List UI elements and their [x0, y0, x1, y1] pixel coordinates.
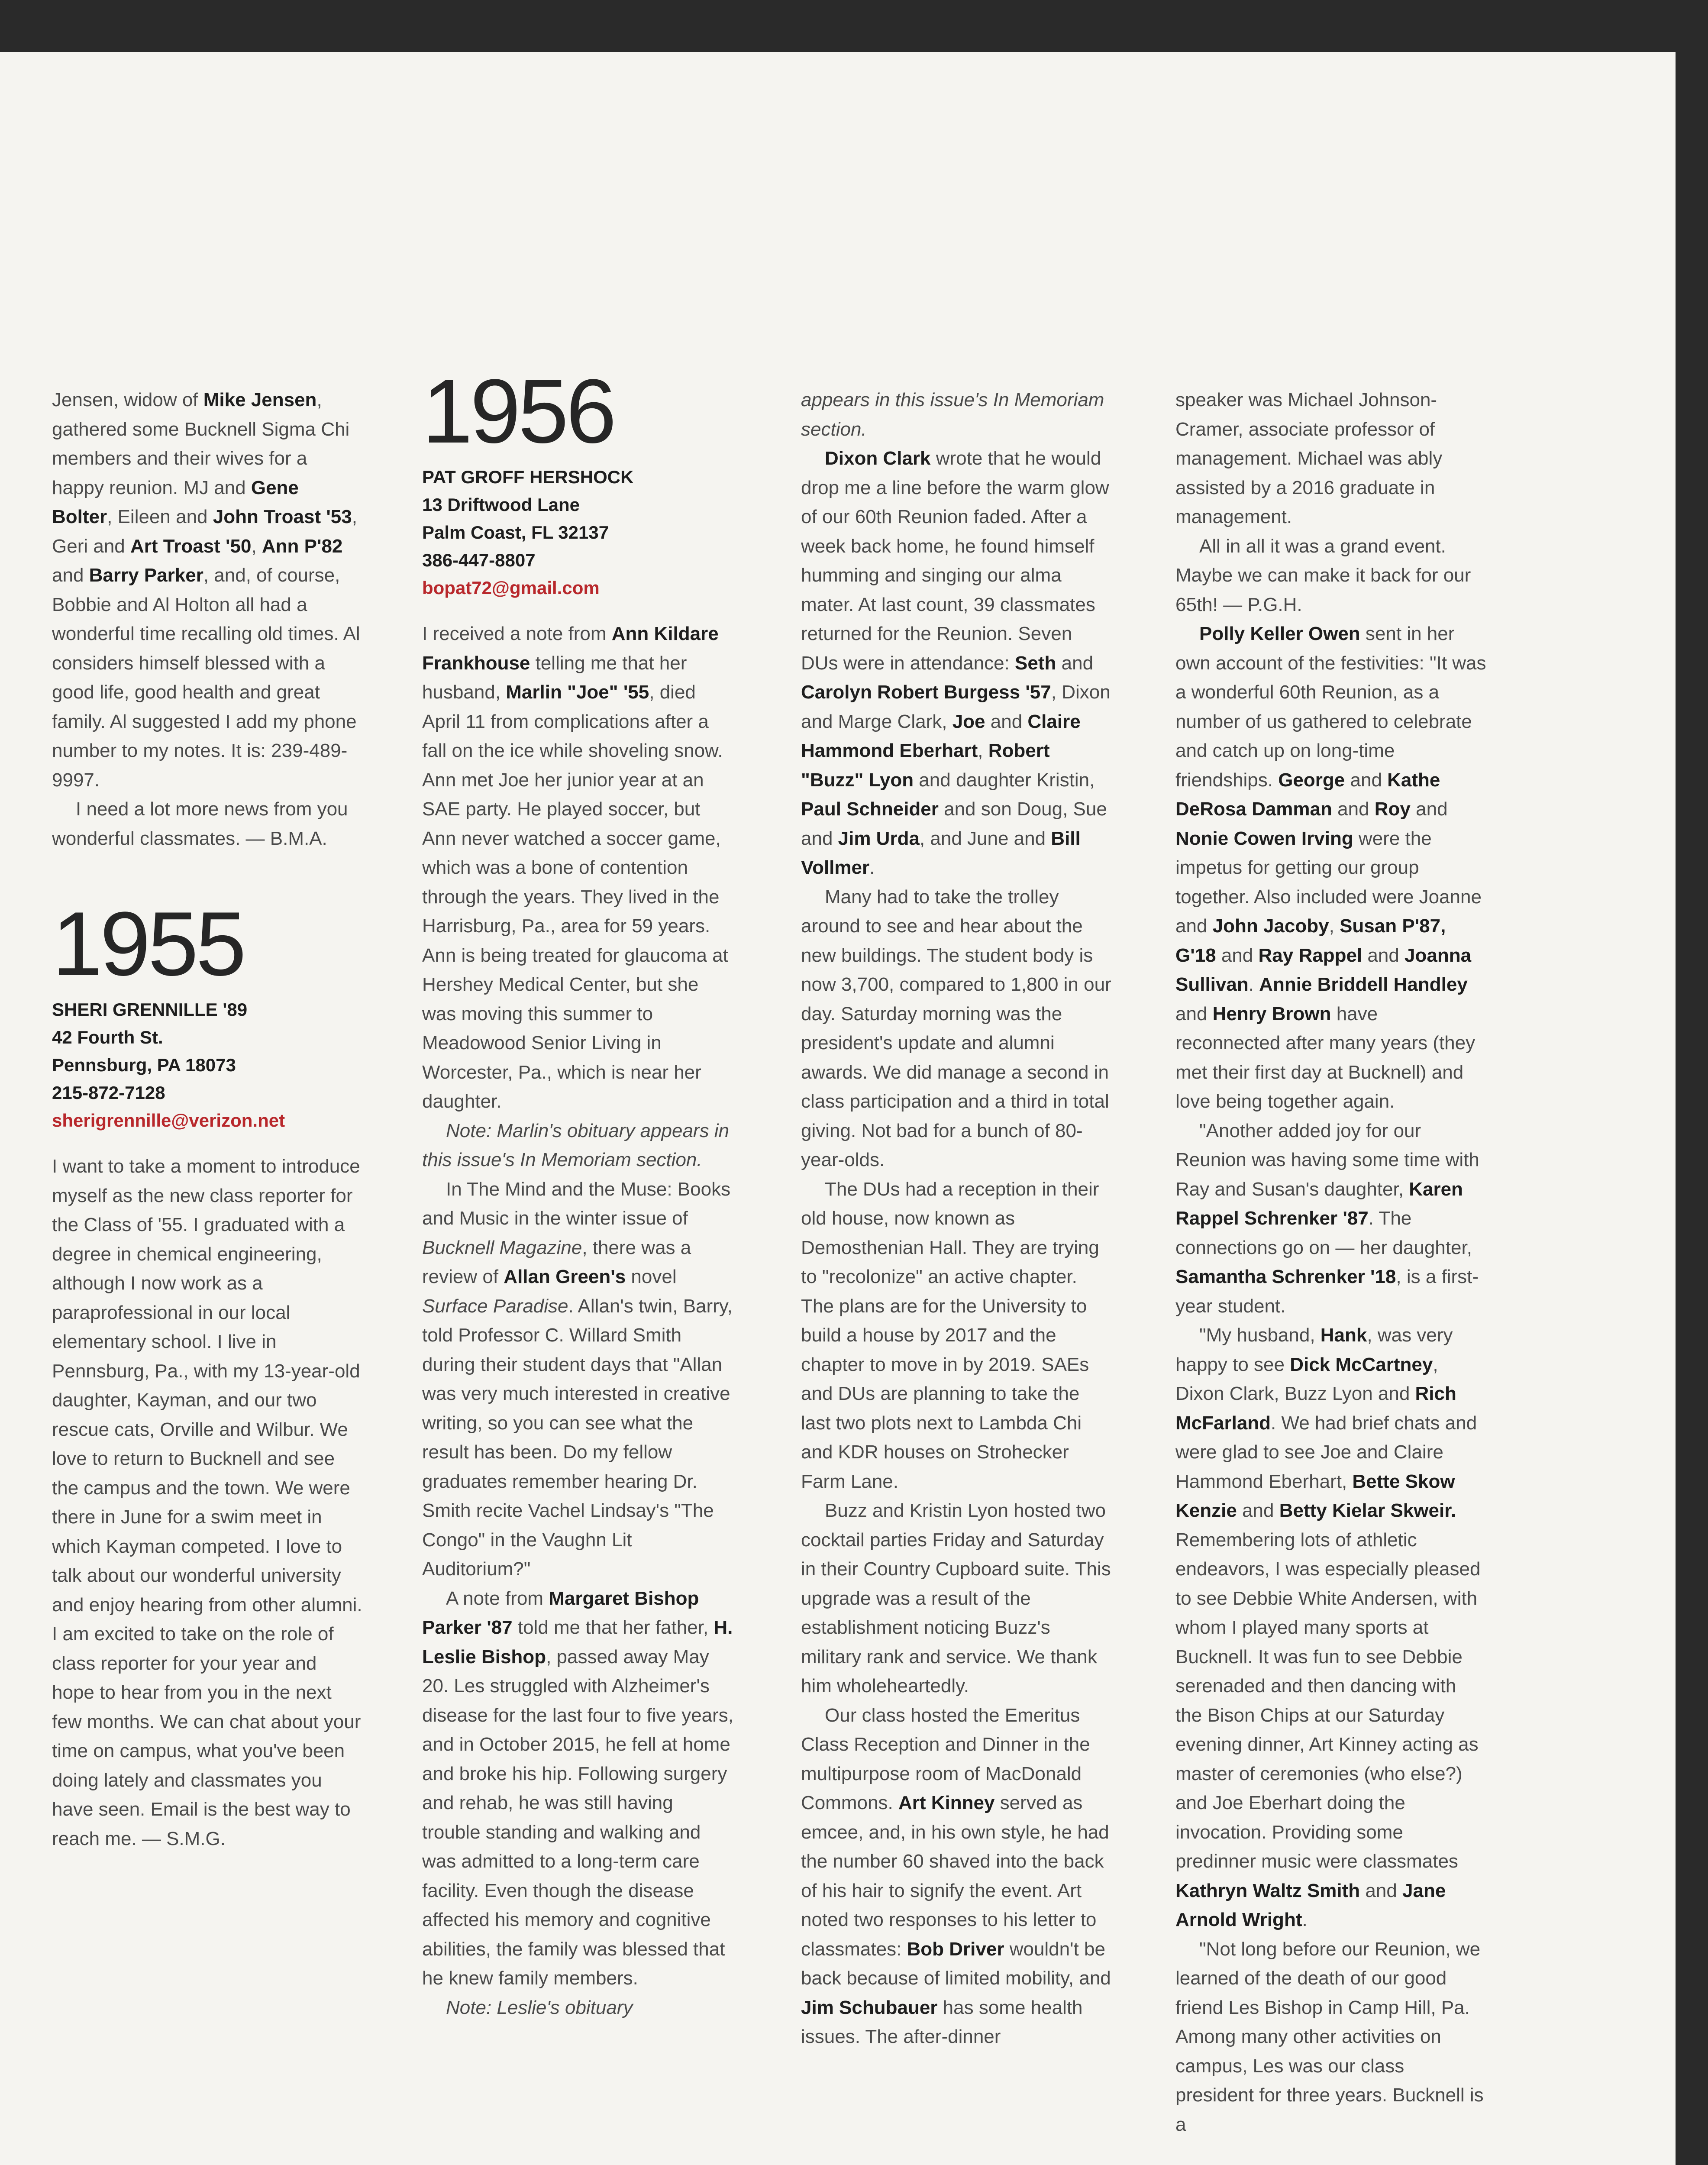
- reporter-email-link[interactable]: sherigrennille@verizon.net: [52, 1110, 285, 1131]
- reporter-name: PAT GROFF HERSHOCK: [422, 467, 634, 487]
- paragraph: A note from Margaret Bishop Parker '87 told me that her father, H. Leslie Bishop, passed away May 20. Les struggled with Alzheimer's disease for the last four to five years, and in October 2015, he fell at home and broke his hip. Following surgery and rehab, he was still having trouble standing and walking and was admitted to a long-term care facility. Even though the disease affected his memory and cognitive abilities, the family was blessed that he knew family members.: [422, 1587, 734, 1989]
- paragraph: speaker was Michael Johnson-Cramer, associate professor of management. Michael was ably assisted by a 2016 graduate in management.: [1175, 389, 1443, 527]
- paragraph: The DUs had a reception in their old house, now known as Demosthenian Hall. They are trying to "recolonize" an active chapter. The plans are for the University to build a house by 2017 and the chapter to move in by 2019. SAEs and DUs are planning to take the last two plots next to Lambda Chi and KDR houses on Strohecker Farm Lane.: [801, 1178, 1099, 1492]
- paragraph: Many had to take the trolley around to see and hear about the new buildings. The student body is now 3,700, compared to 1,800 in our day. Saturday morning was the president's update and alumni awards. We did manage a second in class participation and a third in total giving. Not bad for a bunch of 80-year-olds.: [801, 886, 1111, 1170]
- reporter-email-link[interactable]: bopat72@gmail.com: [422, 578, 600, 598]
- paragraph: In The Mind and the Muse: Books and Music in the winter issue of Bucknell Magazine, there was a review of Allan Green's novel Surface Paradise. Allan's twin, Barry, told Professor C. Willard Smith during their student days that "Allan was very much interested in creative writing, so you can see what the result has been. Do my fellow graduates remember hearing Dr. Smith recite Vachel Lindsay's "The Congo" in the Vaughn Lit Auditorium?": [422, 1178, 733, 1580]
- paragraph: "Another added joy for our Reunion was having some time with Ray and Susan's daughter, Karen Rappel Schrenker '87. The connections go on — her daughter, Samantha Schrenker '18, is a first-year student.: [1175, 1120, 1479, 1317]
- paragraph: Dixon Clark wrote that he would drop me a line before the warm glow of our 60th Reunion faded. After a week back home, he found himself humming and singing our alma mater. At last count, 39 classmates returned for the Reunion. Seven DUs were in attendance: Seth and Carolyn Robert Burgess '57, Dixon and Marge Clark, Joe and Claire Hammond Eberhart, Robert "Buzz" Lyon and daughter Kristin, Paul Schneider and son Doug, Sue and Jim Urda, and June and Bill Vollmer.: [801, 448, 1111, 878]
- paragraph: I need a lot more news from you wonderful classmates. — B.M.A.: [52, 798, 348, 849]
- reporter-street: 13 Driftwood Lane: [422, 494, 580, 515]
- paragraph: Buzz and Kristin Lyon hosted two cocktail parties Friday and Saturday in their Country Cupboard suite. This upgrade was a result of the establishment noticing Buzz's military rank and service. We thank him wholeheartedly.: [801, 1500, 1111, 1696]
- note: appears in this issue's In Memoriam section.: [801, 389, 1104, 440]
- note: Note: Leslie's obituary: [446, 1997, 633, 2018]
- paragraph: Polly Keller Owen sent in her own account of the festivities: "It was a wonderful 60th Reunion, as a number of us gathered to celebrate and catch up on long-time friendships. George and Kathe DeRosa Damman and Roy and Nonie Cowen Irving were the impetus for getting our group together. Also included were Joanne and John Jacoby, Susan P'87, G'18 and Ray Rappel and Joanna Sullivan. Annie Briddell Handley and Henry Brown have reconnected after many years (they met their first day at Bucknell) and love being together again.: [1175, 623, 1486, 1112]
- reporter-phone: 386-447-8807: [422, 550, 536, 570]
- paragraph: I received a note from Ann Kildare Frankhouse telling me that her husband, Marlin "Joe" '55, died April 11 from complications after a fall on the ice while shoveling snow. Ann met Joe her junior year at an SAE party. He played soccer, but Ann never watched a soccer game, which was a bone of contention through the years. They lived in the Harrisburg, Pa., area for 59 years. Ann is being treated for glaucoma at Hershey Medical Center, but she was moving this summer to Meadowood Senior Living in Worcester, Pa., which is near her daughter.: [422, 623, 728, 1112]
- column-1: [52, 385, 364, 1853]
- paragraph: All in all it was a grand event. Maybe we can make it back for our 65th! — P.G.H.: [1175, 535, 1471, 615]
- class-reporter-block: [52, 996, 364, 1134]
- reporter-city: Pennsburg, PA 18073: [52, 1055, 236, 1075]
- reporter-name: SHERI GRENNILLE '89: [52, 999, 248, 1020]
- note: Note: Marlin's obituary appears in this issue's In Memoriam section.: [422, 1120, 730, 1170]
- class-reporter-block: [422, 463, 734, 602]
- column-2: [422, 360, 734, 2022]
- magazine-page: [0, 52, 1676, 2165]
- column-3: [801, 385, 1113, 2052]
- class-year-heading: 1955: [52, 893, 244, 995]
- paragraph: Jensen, widow of Mike Jensen, gathered some Bucknell Sigma Chi members and their wives for a happy reunion. MJ and Gene Bolter, Eileen and John Troast '53, Geri and Art Troast '50, Ann P'82 and Barry Parker, and, of course, Bobbie and Al Holton all had a wonderful time recalling old times. Al considers himself blessed with a good life, good health and great family. Al suggested I add my phone number to my notes. It is: 239-489-9997.: [52, 389, 360, 791]
- paragraph: I want to take a moment to introduce myself as the new class reporter for the Class of '55. I graduated with a degree in chemical engineering, although I now work as a paraprofessional in our local elementary school. I live in Pennsburg, Pa., with my 13-year-old daughter, Kayman, and our two rescue cats, Orville and Wilbur. We love to return to Bucknell and see the campus and the town. We were there in June for a swim meet in which Kayman competed. I love to talk about our wonderful university and enjoy hearing from other alumni. I am excited to take on the role of class reporter for your year and hope to hear from you in the next few months. We can chat about your time on campus, what you've been doing lately and classmates you have seen. Email is the best way to reach me. — S.M.G.: [52, 1156, 362, 1849]
- paragraph: "My husband, Hank, was very happy to see Dick McCartney, Dixon Clark, Buzz Lyon and Rich McFarland. We had brief chats and were glad to see Joe and Claire Hammond Eberhart, Bette Skow Kenzie and Betty Kielar Skweir. Remembering lots of athletic endeavors, I was especially pleased to see Debbie White Andersen, with whom I played many sports at Bucknell. It was fun to see Debbie serenaded and then dancing with the Bison Chips at our Saturday evening dinner, Art Kinney acting as master of ceremonies (who else?) and Joe Eberhart doing the invocation. Providing some predinner music were classmates Kathryn Waltz Smith and Jane Arnold Wright.: [1175, 1325, 1481, 1930]
- reporter-city: Palm Coast, FL 32137: [422, 522, 609, 543]
- class-year-heading: 1956: [422, 360, 614, 462]
- paragraph: "Not long before our Reunion, we learned of the death of our good friend Les Bishop in Camp Hill, Pa. Among many other activities on campus, Les was our class president for three years. Bucknell is a: [1175, 1938, 1484, 2135]
- column-4: [1175, 385, 1487, 2139]
- paragraph: Our class hosted the Emeritus Class Reception and Dinner in the multipurpose room of MacDonald Commons. Art Kinney served as emcee, and, in his own style, he had the number 60 shaved into the back of his hair to signify the event. Art noted two responses to his letter to classmates: Bob Driver wouldn't be back because of limited mobility, and Jim Schubauer has some health issues. The after-dinner: [801, 1704, 1111, 2047]
- reporter-phone: 215-872-7128: [52, 1082, 165, 1103]
- reporter-street: 42 Fourth St.: [52, 1027, 163, 1047]
